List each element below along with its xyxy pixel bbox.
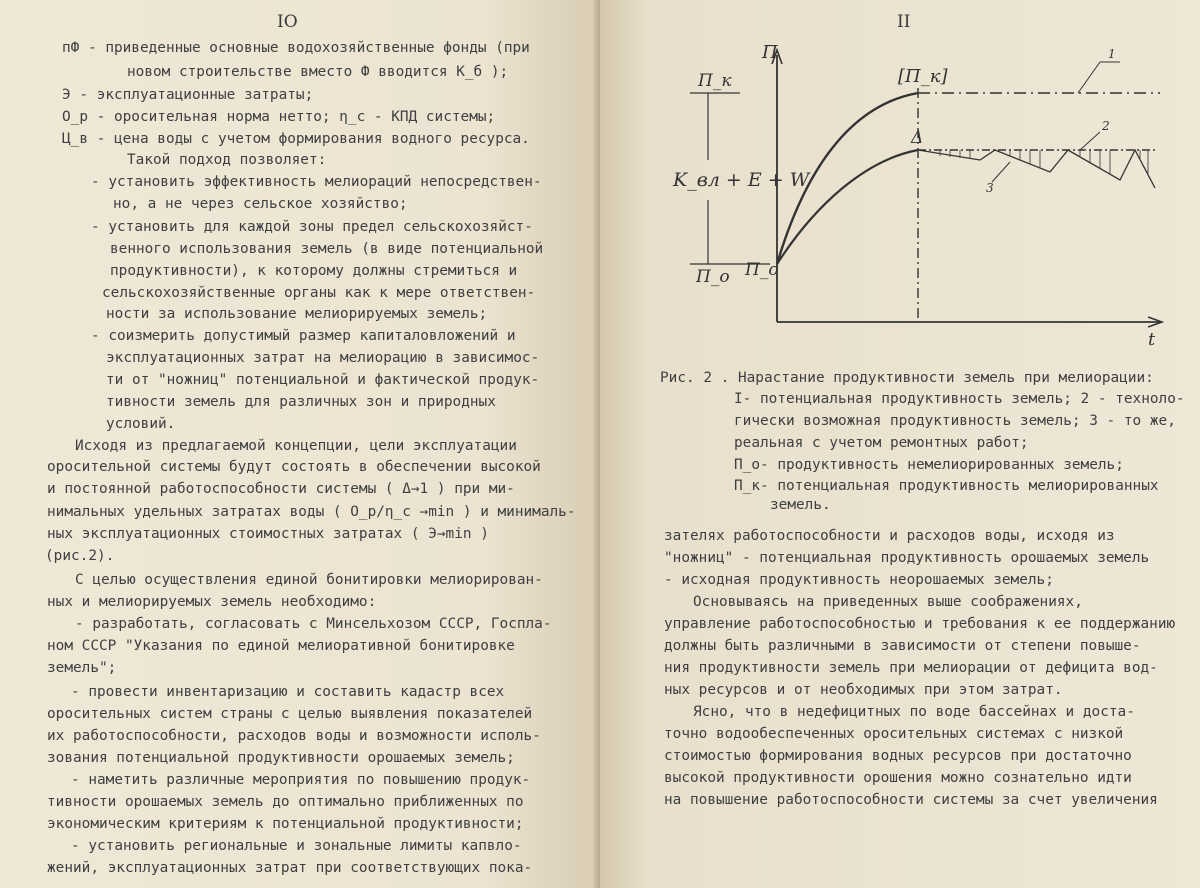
text-line: - исходная продуктивность неорошаемых земель;: [664, 572, 1054, 588]
text-line: Э - эксплуатационные затраты;: [62, 87, 314, 103]
text-line: высокой продуктивности орошения можно сознательно идти: [664, 770, 1132, 786]
leader-3: [992, 162, 1010, 182]
text-line: сельскохозяйственные органы как к мере ответствен-: [102, 285, 536, 301]
text-line: - провести инвентаризацию и составить кадастр всех: [71, 684, 505, 700]
text-line: Основываясь на приведенных выше соображениях,: [693, 594, 1083, 610]
figure-caption: земель.: [770, 497, 831, 513]
text-line: Ясно, что в недефицитных по воде бассейнах и доста-: [693, 704, 1135, 720]
text-line: - установить региональные и зональные лимиты капвло-: [71, 838, 522, 854]
text-line: тивности орошаемых земель до оптимально приближенных по: [47, 794, 524, 810]
y-axis-label: П: [762, 42, 778, 63]
text-line: Ц_в - цена воды с учетом формирования водного ресурса.: [62, 131, 530, 147]
pk-bracket-label: [П_к]: [898, 66, 948, 87]
leader-2: [1080, 132, 1100, 150]
figure-caption: I- потенциальная продуктивность земель; 2 - техноло-: [734, 391, 1185, 407]
text-line: но, а не через сельское хозяйство;: [113, 196, 408, 212]
text-line: венного использования земель (в виде потенциальной: [110, 241, 544, 257]
text-line: условий.: [106, 416, 176, 432]
text-line: "ножниц" - потенциальная продуктивность орошаемых земель: [664, 550, 1150, 566]
text-line: - разработать, согласовать с Минсельхозом СССР, Госпла-: [75, 616, 552, 632]
figure-caption: гически возможная продуктивность земель; 3 - то же,: [734, 413, 1176, 429]
text-line: должны быть различными в зависимости от степени повыше-: [664, 638, 1141, 654]
text-line: стоимостью формирования водных ресурсов при достаточно: [664, 748, 1132, 764]
text-line: продуктивности), к которому должны стремиться и: [110, 263, 518, 279]
text-line: зования потенциальной продуктивности орошаемых земель;: [47, 750, 515, 766]
delta-label: Δ: [911, 128, 924, 148]
leader-1: [1078, 62, 1100, 93]
text-line: ном СССР "Указания по единой мелиоративной бонитировке: [47, 638, 515, 654]
text-line: ния продуктивности земель при мелиорации от дефицита вод-: [664, 660, 1158, 676]
text-line: управление работоспособностью и требования к ее поддержанию: [664, 616, 1176, 632]
text-line: тивности земель для различных зон и природных: [106, 394, 496, 410]
text-line: ности за использование мелиорируемых земель;: [106, 306, 488, 322]
figure-caption: Рис. 2 . Нарастание продуктивности земель при мелиорации:: [660, 370, 1154, 386]
p0-label-left: П_о: [696, 267, 730, 287]
text-line: экономическим критериям к потенциальной продуктивности;: [47, 816, 524, 832]
text-line: пФ - приведенные основные водохозяйственные фонды (при: [62, 40, 530, 56]
page-number-left: IO: [277, 12, 298, 32]
curve-1-label: 1: [1108, 47, 1116, 61]
text-line: - соизмерить допустимый размер капиталовложений и: [91, 328, 516, 344]
text-line: ти от "ножниц" потенциальной и фактической продук-: [106, 372, 540, 388]
text-line: жений, эксплуатационных затрат при соответствующих пока-: [47, 860, 533, 876]
page-number-right: II: [897, 12, 911, 32]
curve-3-label: 3: [986, 181, 994, 195]
figure-caption: П_к- потенциальная продуктивность мелиорированных: [734, 478, 1159, 494]
text-line: Исходя из предлагаемой концепции, цели эксплуатации: [75, 438, 517, 454]
curve-real-sawtooth: [918, 150, 1155, 188]
text-line: С целью осуществления единой бонитировки мелиорирован-: [75, 572, 543, 588]
x-axis-label: t: [1148, 329, 1156, 350]
text-line: эксплуатационных затрат на мелиорацию в зависимос-: [106, 350, 540, 366]
productivity-figure: [600, 0, 1200, 360]
text-line: Такой подход позволяет:: [127, 152, 327, 168]
formula-label: K_вл + E + W: [673, 169, 810, 191]
text-line: зателях работоспособности и расходов воды, исходя из: [664, 528, 1115, 544]
text-line: О_р - оросительная норма нетто; η_с - КПД системы;: [62, 109, 496, 125]
curve-2-label: 2: [1102, 119, 1110, 133]
pk-label-left: П_к: [698, 71, 732, 91]
right-page: [600, 0, 1200, 888]
figure-caption: П_о- продуктивность немелиорированных земель;: [734, 457, 1124, 473]
text-line: оросительной системы будут состоять в обеспечении высокой: [47, 459, 541, 475]
text-line: - наметить различные мероприятия по повышению продук-: [71, 772, 531, 788]
text-line: новом строительстве вместо Ф вводится K_б );: [127, 64, 509, 80]
text-line: (рис.2).: [45, 548, 115, 564]
figure-caption: реальная с учетом ремонтных работ;: [734, 435, 1029, 451]
text-line: ных и мелиорируемых земель необходимо:: [47, 594, 377, 610]
text-line: - установить эффективность мелиораций непосредствен-: [91, 174, 542, 190]
text-line: нимальных удельных затратах воды ( О_р/η_с →min ) и минималь-: [47, 504, 576, 520]
text-line: их работоспособности, расходов воды и возможности исполь-: [47, 728, 541, 744]
text-line: ных ресурсов и от необходимых при этом затрат.: [664, 682, 1063, 698]
text-line: ных эксплуатационных стоимостных затратах ( Э→min ): [47, 526, 489, 542]
text-line: и постоянной работоспособности системы ( Δ→1 ) при ми-: [47, 481, 515, 497]
text-line: на повышение работоспособности системы за счет увеличения: [664, 792, 1158, 808]
p0-label-axis: П_о: [745, 260, 779, 280]
text-line: точно водообеспеченных оросительных системах с низкой: [664, 726, 1124, 742]
text-line: - установить для каждой зоны предел сельскохозяйст-: [91, 219, 533, 235]
text-line: земель";: [47, 660, 117, 676]
text-line: оросительных систем страны с целью выявления показателей: [47, 706, 533, 722]
repair-hatching: [940, 150, 1148, 176]
